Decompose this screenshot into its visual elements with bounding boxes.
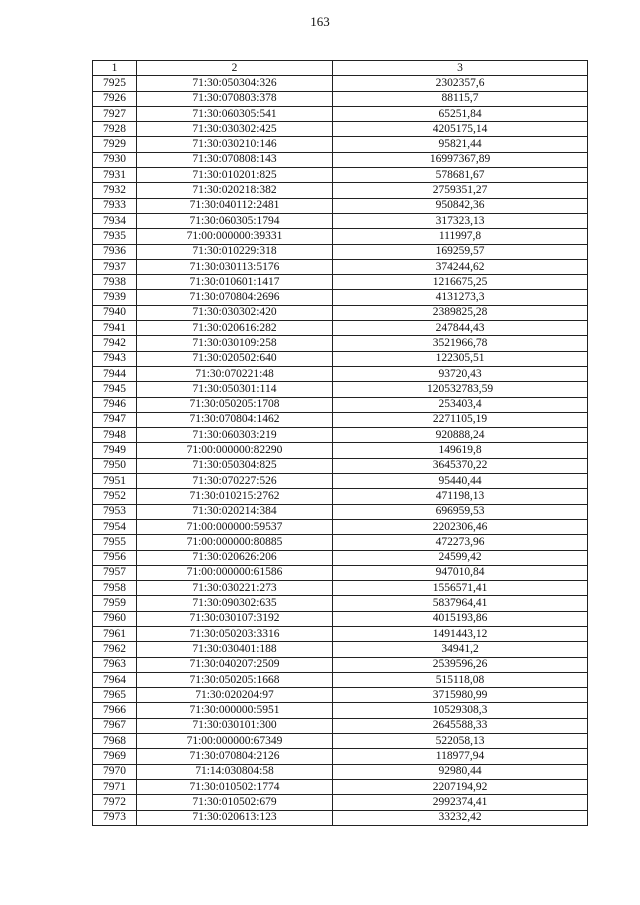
cadastral-number-cell: 71:30:020218:382 xyxy=(137,183,333,198)
row-number-cell: 7936 xyxy=(93,244,137,259)
value-cell: 2202306,46 xyxy=(333,519,588,534)
table-row xyxy=(93,657,588,672)
value-cell: 16997367,89 xyxy=(333,152,588,167)
value-cell: 111997,8 xyxy=(333,229,588,244)
table-row xyxy=(93,626,588,641)
table-row xyxy=(93,351,588,366)
row-number-cell: 7962 xyxy=(93,642,137,657)
table-row xyxy=(93,703,588,718)
value-cell: 95440,44 xyxy=(333,474,588,489)
row-number-cell: 7942 xyxy=(93,336,137,351)
data-table xyxy=(92,60,588,826)
column-header: 3 xyxy=(333,61,588,76)
row-number-cell: 7926 xyxy=(93,91,137,106)
value-cell: 578681,67 xyxy=(333,168,588,183)
table-row xyxy=(93,152,588,167)
table-row xyxy=(93,535,588,550)
table-row xyxy=(93,198,588,213)
table-header-row xyxy=(93,61,588,76)
table-row xyxy=(93,290,588,305)
value-cell: 2539596,26 xyxy=(333,657,588,672)
value-cell: 149619,8 xyxy=(333,443,588,458)
value-cell: 3645370,22 xyxy=(333,458,588,473)
row-number-cell: 7934 xyxy=(93,213,137,228)
table-row xyxy=(93,504,588,519)
cadastral-number-cell: 71:30:040207:2509 xyxy=(137,657,333,672)
table-row xyxy=(93,321,588,336)
row-number-cell: 7970 xyxy=(93,764,137,779)
row-number-cell: 7954 xyxy=(93,519,137,534)
row-number-cell: 7952 xyxy=(93,489,137,504)
value-cell: 920888,24 xyxy=(333,428,588,443)
value-cell: 88115,7 xyxy=(333,91,588,106)
cadastral-number-cell: 71:14:030804:58 xyxy=(137,764,333,779)
table-row xyxy=(93,734,588,749)
row-number-cell: 7927 xyxy=(93,106,137,121)
value-cell: 4015193,86 xyxy=(333,611,588,626)
table-row xyxy=(93,336,588,351)
cadastral-number-cell: 71:30:050205:1668 xyxy=(137,672,333,687)
row-number-cell: 7973 xyxy=(93,810,137,825)
table-row xyxy=(93,275,588,290)
row-number-cell: 7941 xyxy=(93,321,137,336)
table-row xyxy=(93,688,588,703)
table-row xyxy=(93,428,588,443)
cadastral-number-cell: 71:30:030302:420 xyxy=(137,305,333,320)
value-cell: 472273,96 xyxy=(333,535,588,550)
cadastral-number-cell: 71:30:030210:146 xyxy=(137,137,333,152)
cadastral-number-cell: 71:30:070221:48 xyxy=(137,366,333,381)
row-number-cell: 7947 xyxy=(93,412,137,427)
table-row xyxy=(93,397,588,412)
value-cell: 247844,43 xyxy=(333,321,588,336)
value-cell: 93720,43 xyxy=(333,366,588,381)
cadastral-number-cell: 71:30:020204:97 xyxy=(137,688,333,703)
table-row xyxy=(93,550,588,565)
cadastral-number-cell: 71:30:070804:1462 xyxy=(137,412,333,427)
table-row xyxy=(93,183,588,198)
cadastral-number-cell: 71:30:060305:541 xyxy=(137,106,333,121)
table-row xyxy=(93,229,588,244)
cadastral-number-cell: 71:30:010502:1774 xyxy=(137,779,333,794)
value-cell: 471198,13 xyxy=(333,489,588,504)
row-number-cell: 7943 xyxy=(93,351,137,366)
cadastral-number-cell: 71:00:000000:59537 xyxy=(137,519,333,534)
value-cell: 2645588,33 xyxy=(333,718,588,733)
row-number-cell: 7932 xyxy=(93,183,137,198)
table-row xyxy=(93,106,588,121)
row-number-cell: 7953 xyxy=(93,504,137,519)
cadastral-number-cell: 71:00:000000:67349 xyxy=(137,734,333,749)
row-number-cell: 7935 xyxy=(93,229,137,244)
table-row xyxy=(93,611,588,626)
table-row xyxy=(93,565,588,580)
cadastral-number-cell: 71:00:000000:80885 xyxy=(137,535,333,550)
cadastral-number-cell: 71:30:070803:378 xyxy=(137,91,333,106)
value-cell: 2389825,28 xyxy=(333,305,588,320)
value-cell: 253403,4 xyxy=(333,397,588,412)
table-row xyxy=(93,764,588,779)
cadastral-number-cell: 71:30:070804:2696 xyxy=(137,290,333,305)
row-number-cell: 7967 xyxy=(93,718,137,733)
row-number-cell: 7972 xyxy=(93,795,137,810)
row-number-cell: 7969 xyxy=(93,749,137,764)
row-number-cell: 7959 xyxy=(93,596,137,611)
row-number-cell: 7955 xyxy=(93,535,137,550)
table-row xyxy=(93,458,588,473)
row-number-cell: 7938 xyxy=(93,275,137,290)
cadastral-number-cell: 71:30:020214:384 xyxy=(137,504,333,519)
value-cell: 92980,44 xyxy=(333,764,588,779)
value-cell: 2302357,6 xyxy=(333,76,588,91)
row-number-cell: 7928 xyxy=(93,122,137,137)
cadastral-number-cell: 71:00:000000:61586 xyxy=(137,565,333,580)
value-cell: 1491443,12 xyxy=(333,626,588,641)
cadastral-number-cell: 71:30:030107:3192 xyxy=(137,611,333,626)
cadastral-number-cell: 71:30:030401:188 xyxy=(137,642,333,657)
value-cell: 1556571,41 xyxy=(333,581,588,596)
value-cell: 4205175,14 xyxy=(333,122,588,137)
table-body xyxy=(93,76,588,826)
table-row xyxy=(93,382,588,397)
row-number-cell: 7949 xyxy=(93,443,137,458)
value-cell: 696959,53 xyxy=(333,504,588,519)
cadastral-number-cell: 71:30:050301:114 xyxy=(137,382,333,397)
row-number-cell: 7950 xyxy=(93,458,137,473)
row-number-cell: 7946 xyxy=(93,397,137,412)
cadastral-number-cell: 71:30:060303:219 xyxy=(137,428,333,443)
cadastral-number-cell: 71:30:050203:3316 xyxy=(137,626,333,641)
cadastral-number-cell: 71:30:070227:526 xyxy=(137,474,333,489)
row-number-cell: 7968 xyxy=(93,734,137,749)
value-cell: 2992374,41 xyxy=(333,795,588,810)
cadastral-number-cell: 71:30:030302:425 xyxy=(137,122,333,137)
value-cell: 169259,57 xyxy=(333,244,588,259)
table-row xyxy=(93,596,588,611)
value-cell: 2759351,27 xyxy=(333,183,588,198)
row-number-cell: 7948 xyxy=(93,428,137,443)
value-cell: 947010,84 xyxy=(333,565,588,580)
table-row xyxy=(93,91,588,106)
cadastral-number-cell: 71:30:030221:273 xyxy=(137,581,333,596)
value-cell: 122305,51 xyxy=(333,351,588,366)
table-row xyxy=(93,76,588,91)
cadastral-number-cell: 71:30:070808:143 xyxy=(137,152,333,167)
cadastral-number-cell: 71:00:000000:82290 xyxy=(137,443,333,458)
value-cell: 10529308,3 xyxy=(333,703,588,718)
row-number-cell: 7960 xyxy=(93,611,137,626)
value-cell: 4131273,3 xyxy=(333,290,588,305)
value-cell: 2271105,19 xyxy=(333,412,588,427)
row-number-cell: 7951 xyxy=(93,474,137,489)
row-number-cell: 7930 xyxy=(93,152,137,167)
cadastral-number-cell: 71:30:020502:640 xyxy=(137,351,333,366)
row-number-cell: 7944 xyxy=(93,366,137,381)
value-cell: 950842,36 xyxy=(333,198,588,213)
table-row xyxy=(93,259,588,274)
cadastral-number-cell: 71:30:010215:2762 xyxy=(137,489,333,504)
row-number-cell: 7945 xyxy=(93,382,137,397)
row-number-cell: 7937 xyxy=(93,259,137,274)
row-number-cell: 7965 xyxy=(93,688,137,703)
value-cell: 118977,94 xyxy=(333,749,588,764)
cadastral-number-cell: 71:30:020626:206 xyxy=(137,550,333,565)
table-row xyxy=(93,122,588,137)
cadastral-number-cell: 71:30:070804:2126 xyxy=(137,749,333,764)
row-number-cell: 7940 xyxy=(93,305,137,320)
row-number-cell: 7933 xyxy=(93,198,137,213)
table-row xyxy=(93,642,588,657)
row-number-cell: 7931 xyxy=(93,168,137,183)
table-row xyxy=(93,795,588,810)
value-cell: 2207194,92 xyxy=(333,779,588,794)
cadastral-number-cell: 71:30:010502:679 xyxy=(137,795,333,810)
cadastral-number-cell: 71:30:050304:825 xyxy=(137,458,333,473)
table-row xyxy=(93,305,588,320)
table-row xyxy=(93,412,588,427)
cadastral-number-cell: 71:00:000000:39331 xyxy=(137,229,333,244)
value-cell: 522058,13 xyxy=(333,734,588,749)
cadastral-number-cell: 71:30:000000:5951 xyxy=(137,703,333,718)
table-row xyxy=(93,749,588,764)
cadastral-number-cell: 71:30:030109:258 xyxy=(137,336,333,351)
cadastral-number-cell: 71:30:020613:123 xyxy=(137,810,333,825)
value-cell: 1216675,25 xyxy=(333,275,588,290)
value-cell: 95821,44 xyxy=(333,137,588,152)
row-number-cell: 7964 xyxy=(93,672,137,687)
row-number-cell: 7925 xyxy=(93,76,137,91)
value-cell: 33232,42 xyxy=(333,810,588,825)
page-number: 163 xyxy=(310,14,330,29)
value-cell: 5837964,41 xyxy=(333,596,588,611)
cadastral-number-cell: 71:30:010201:825 xyxy=(137,168,333,183)
cadastral-number-cell: 71:30:040112:2481 xyxy=(137,198,333,213)
cadastral-number-cell: 71:30:020616:282 xyxy=(137,321,333,336)
row-number-cell: 7961 xyxy=(93,626,137,641)
column-header: 2 xyxy=(137,61,333,76)
table-row xyxy=(93,581,588,596)
row-number-cell: 7939 xyxy=(93,290,137,305)
value-cell: 317323,13 xyxy=(333,213,588,228)
value-cell: 374244,62 xyxy=(333,259,588,274)
value-cell: 34941,2 xyxy=(333,642,588,657)
table-row xyxy=(93,213,588,228)
table-row xyxy=(93,137,588,152)
row-number-cell: 7966 xyxy=(93,703,137,718)
table-row xyxy=(93,672,588,687)
cadastral-number-cell: 71:30:010229:318 xyxy=(137,244,333,259)
cadastral-number-cell: 71:30:060305:1794 xyxy=(137,213,333,228)
column-header: 1 xyxy=(93,61,137,76)
row-number-cell: 7958 xyxy=(93,581,137,596)
table-row xyxy=(93,443,588,458)
table-row xyxy=(93,168,588,183)
value-cell: 515118,08 xyxy=(333,672,588,687)
cadastral-number-cell: 71:30:030101:300 xyxy=(137,718,333,733)
table-row xyxy=(93,810,588,825)
cadastral-number-cell: 71:30:010601:1417 xyxy=(137,275,333,290)
row-number-cell: 7963 xyxy=(93,657,137,672)
cadastral-number-cell: 71:30:090302:635 xyxy=(137,596,333,611)
value-cell: 3715980,99 xyxy=(333,688,588,703)
row-number-cell: 7956 xyxy=(93,550,137,565)
value-cell: 3521966,78 xyxy=(333,336,588,351)
table-row xyxy=(93,489,588,504)
row-number-cell: 7957 xyxy=(93,565,137,580)
table-row xyxy=(93,366,588,381)
value-cell: 24599,42 xyxy=(333,550,588,565)
cadastral-number-cell: 71:30:050205:1708 xyxy=(137,397,333,412)
cadastral-number-cell: 71:30:030113:5176 xyxy=(137,259,333,274)
table-row xyxy=(93,519,588,534)
table-row xyxy=(93,244,588,259)
value-cell: 65251,84 xyxy=(333,106,588,121)
table-row xyxy=(93,474,588,489)
row-number-cell: 7971 xyxy=(93,779,137,794)
row-number-cell: 7929 xyxy=(93,137,137,152)
cadastral-number-cell: 71:30:050304:326 xyxy=(137,76,333,91)
value-cell: 120532783,59 xyxy=(333,382,588,397)
table-row xyxy=(93,718,588,733)
table-row xyxy=(93,779,588,794)
